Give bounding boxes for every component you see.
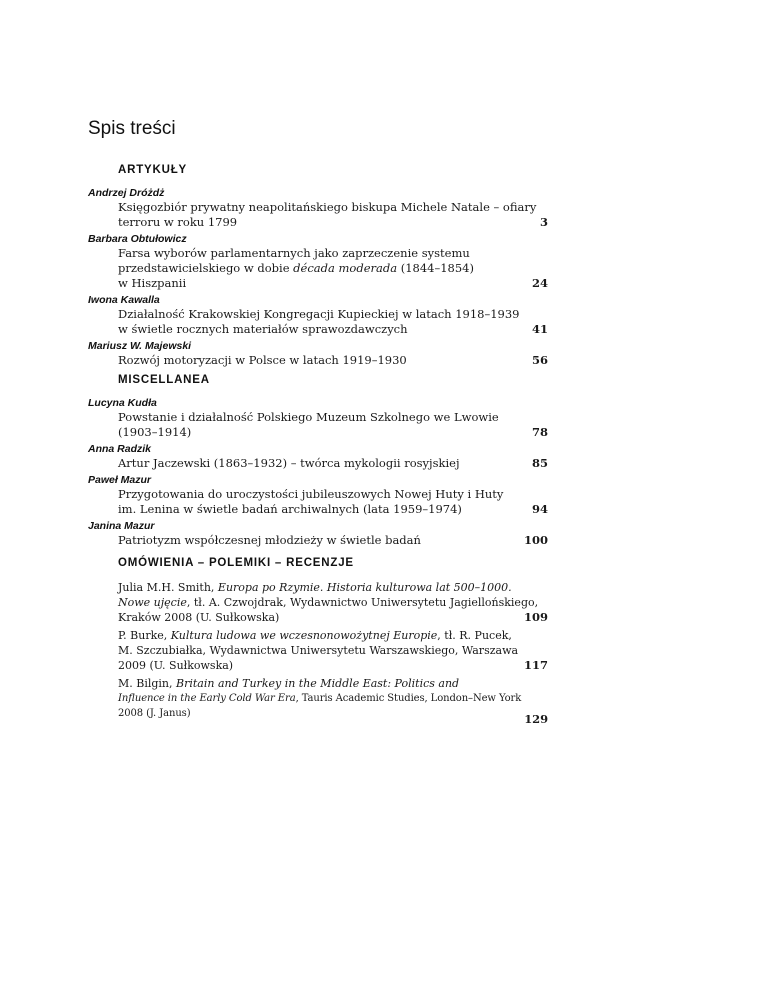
italic-term: década moderada [293, 261, 398, 275]
page-number: 117 [523, 658, 548, 672]
toc-entry [88, 340, 548, 368]
entry-title-line: w Hiszpanii 24 [118, 276, 548, 290]
entry-author: Iwona Kawalla [88, 294, 160, 306]
entry-author: Lucyna Kudła [88, 397, 157, 409]
review-entry [88, 628, 548, 673]
entry-title-line: przedstawicielskiego w dobie década moderada (1844–1854) [118, 261, 474, 275]
page-number: 3 [539, 215, 548, 229]
entry-author: Mariusz W. Majewski [88, 340, 192, 352]
page-number: 129 [524, 712, 548, 726]
page-number: 94 [531, 502, 548, 516]
section-heading-omowienia: OMÓWIENIA – POLEMIKI – RECENZJE [118, 557, 354, 569]
page-number: 41 [531, 322, 548, 336]
page-number: 85 [531, 456, 548, 470]
entry-title-line: terroru w roku 1799 3 [118, 215, 548, 229]
review-line: Influence in the Early Cold War Era, Tauris Academic Studies, London–New York [118, 693, 522, 704]
toc-entry [88, 187, 548, 230]
review-line: 2008 (J. Janus) 129 [118, 708, 548, 726]
review-line: Kraków 2008 (U. Sułkowska) 109 [118, 610, 548, 624]
toc-entry [88, 520, 548, 548]
entry-title-line: Patriotyzm współczesnej młodzieży w świetle badań 100 [118, 533, 548, 547]
page-number: 100 [523, 533, 548, 547]
review-line: 2009 (U. Sułkowska) 117 [118, 658, 548, 672]
review-entry [88, 676, 548, 726]
section-heading-artykuly: ARTYKUŁY [118, 164, 188, 176]
toc-entry [88, 397, 548, 440]
toc-entry [88, 233, 548, 291]
entry-title-line: w świetle rocznych materiałów sprawozdawczych 41 [118, 322, 548, 336]
toc-entry [88, 443, 548, 471]
review-entry [88, 580, 548, 625]
page-title: Spis treści [88, 118, 176, 139]
entry-author: Andrzej Dróżdż [88, 187, 165, 199]
entry-author: Paweł Mazur [88, 474, 152, 486]
page-number: 56 [531, 353, 548, 367]
entry-title-line: Powstanie i działalność Polskiego Muzeum Szkolnego we Lwowie [118, 410, 499, 424]
entry-author: Barbara Obtułowicz [88, 233, 187, 245]
review-line: P. Burke, Kultura ludowa we wczesnonowożytnej Europie, tł. R. Pucek, [118, 629, 512, 642]
entry-title-line: Działalność Krakowskiej Kongregacji Kupieckiej w latach 1918–1939 [118, 307, 520, 321]
entry-title-line: Farsa wyborów parlamentarnych jako zaprzeczenie systemu [118, 246, 470, 260]
entry-title-line: im. Lenina w świetle badań archiwalnych (lata 1959–1974) 94 [118, 502, 548, 516]
review-line: M. Szczubiałka, Wydawnictwa Uniwersytetu Warszawskiego, Warszawa [118, 644, 519, 657]
page-number: 24 [531, 276, 548, 290]
entry-title-line: Rozwój motoryzacji w Polsce w latach 1919–1930 56 [118, 353, 548, 367]
section-heading-miscellanea: MISCELLANEA [118, 374, 210, 386]
entry-title-line: Przygotowania do uroczystości jubileuszowych Nowej Huty i Huty [118, 487, 504, 501]
page-number: 109 [523, 610, 548, 624]
toc-entry [88, 294, 548, 337]
entry-title-line: Artur Jaczewski (1863–1932) – twórca mykologii rosyjskiej 85 [118, 456, 548, 470]
toc-entry [88, 474, 548, 517]
entry-title-line: (1903–1914) 78 [118, 425, 548, 439]
entry-title-line: Księgozbiór prywatny neapolitańskiego biskupa Michele Natale – ofiary [118, 200, 537, 214]
review-line: Nowe ujęcie, tł. A. Czwojdrak, Wydawnictwo Uniwersytetu Jagiellońskiego, [118, 596, 539, 609]
review-line: M. Bilgin, Britain and Turkey in the Middle East: Politics and [118, 677, 460, 690]
page-number: 78 [531, 425, 548, 439]
review-line: Julia M.H. Smith, Europa po Rzymie. Historia kulturowa lat 500–1000. [118, 581, 512, 594]
table-of-contents [88, 118, 548, 724]
entry-author: Janina Mazur [88, 520, 155, 532]
entry-author: Anna Radzik [88, 443, 152, 455]
